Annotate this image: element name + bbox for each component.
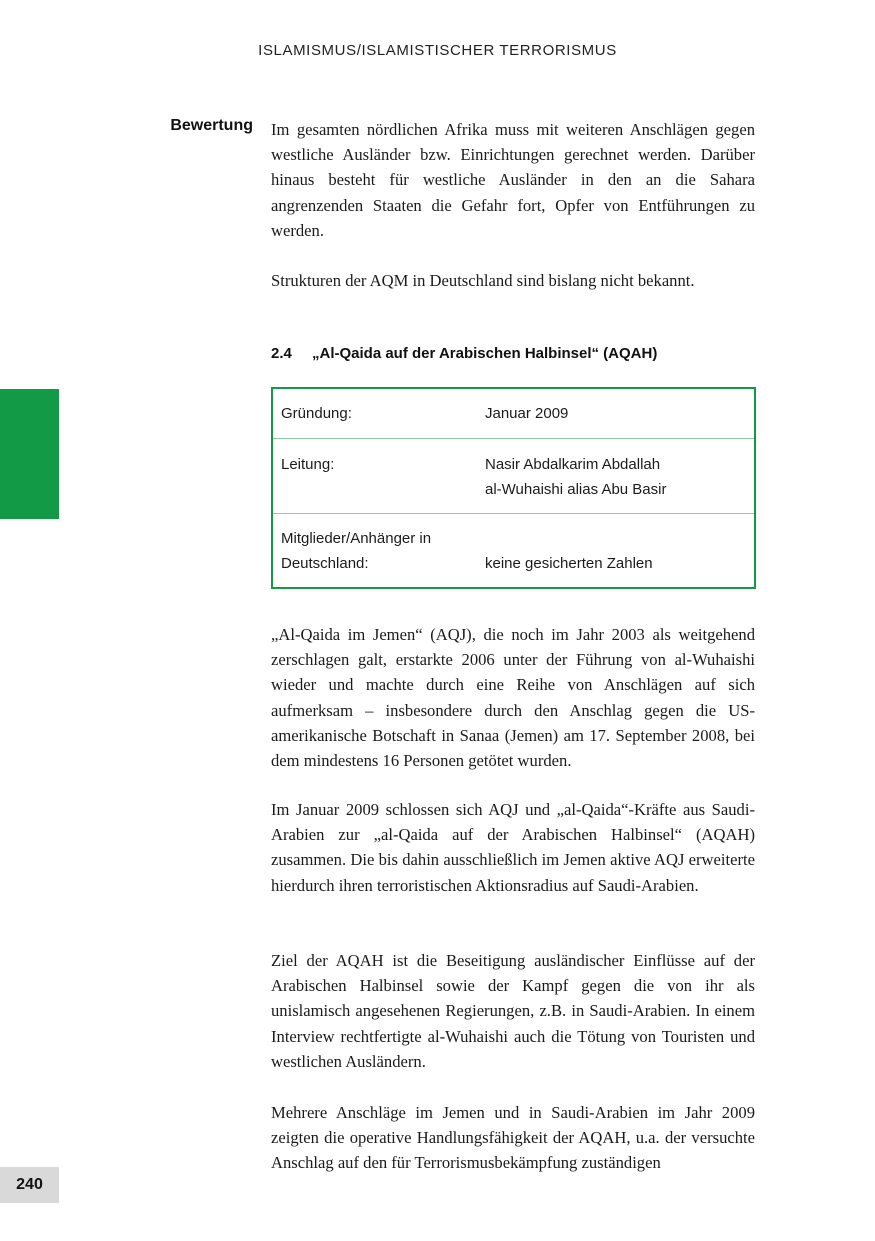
- chapter-tab-marker: [0, 389, 59, 519]
- section-title: „Al-Qaida auf der Arabischen Halbinsel“ (AQAH): [312, 345, 658, 362]
- section-heading: [271, 345, 657, 362]
- fact-label-line: Deutschland:: [281, 555, 369, 572]
- paragraph-mehrere: Mehrere Anschläge im Jemen und in Saudi-Arabien im Jahr 2009 zeigten die operative Handlungsfähigkeit der AQAH, u.a. der versuchte Anschlag auf den für Terrorismusbekämpfung zuständigen: [271, 1103, 755, 1173]
- fact-label: Leitung:: [281, 456, 335, 473]
- paragraph-ziel: Ziel der AQAH ist die Beseitigung ausländischer Einflüsse auf der Arabischen Halbinsel sowie der Kampf gegen die von ihr als unislamisch angesehenen Regierungen, z.B. in Saudi-Arabien. In einem Interview rechtfertigte al-Wuhaishi auch die Tötung von Touristen und westlichen Ausländern.: [271, 951, 755, 1071]
- fact-value-line: Nasir Abdalkarim Abdallah: [485, 456, 661, 473]
- paragraph-strukturen: Strukturen der AQM in Deutschland sind bislang nicht bekannt.: [271, 271, 695, 290]
- fact-value: keine gesicherten Zahlen: [485, 555, 653, 572]
- fact-label-line: Mitglieder/Anhänger in: [281, 530, 432, 547]
- fact-label: Gründung:: [281, 405, 352, 422]
- fact-row-leitung: [273, 438, 754, 513]
- paragraph-januar: Im Januar 2009 schlossen sich AQJ und „al-Qaida“-Kräfte aus Saudi-Arabien zur „al-Qaida auf der Arabischen Halbinsel“ (AQAH) zusammen. Die bis dahin ausschließlich im Jemen aktive AQJ erweiterte hierdurch ihren terroristischen Aktionsradius auf Saudi-Arabien.: [271, 800, 755, 895]
- paragraph-bewertung: Im gesamten nördlichen Afrika muss mit weiteren Anschlägen gegen westliche Ausländer bzw. Einrichtungen gerechnet werden. Darüber hinaus besteht für westliche Ausländer in den an die Sahara angrenzenden Staaten die Gefahr fort, Opfer von Entführungen zu werden.: [271, 120, 755, 240]
- fact-box: [271, 387, 756, 589]
- page-number: 240: [0, 1167, 59, 1203]
- fact-value: Januar 2009: [485, 405, 569, 422]
- fact-row-gruendung: [273, 389, 754, 438]
- running-head: ISLAMISMUS/ISLAMISTISCHER TERRORISMUS: [258, 42, 617, 59]
- fact-value-line: al-Wuhaishi alias Abu Basir: [485, 481, 667, 498]
- side-label-bewertung: Bewertung: [170, 117, 253, 134]
- paragraph-aqj: „Al-Qaida im Jemen“ (AQJ), die noch im Jahr 2003 als weitgehend zerschlagen galt, erstarkte 2006 unter der Führung von al-Wuhaishi wieder und machte durch eine Reihe von Anschlägen auf sich aufmerksam – insbesondere durch den Anschlag gegen die US-amerikanische Botschaft in Sanaa (Jemen) am 17. September 2008, bei dem mindestens 16 Personen getötet wurden.: [271, 625, 755, 771]
- section-number: 2.4: [271, 345, 292, 362]
- fact-label: [273, 526, 485, 587]
- fact-row-mitglieder: [273, 513, 754, 587]
- fact-value: [485, 452, 754, 513]
